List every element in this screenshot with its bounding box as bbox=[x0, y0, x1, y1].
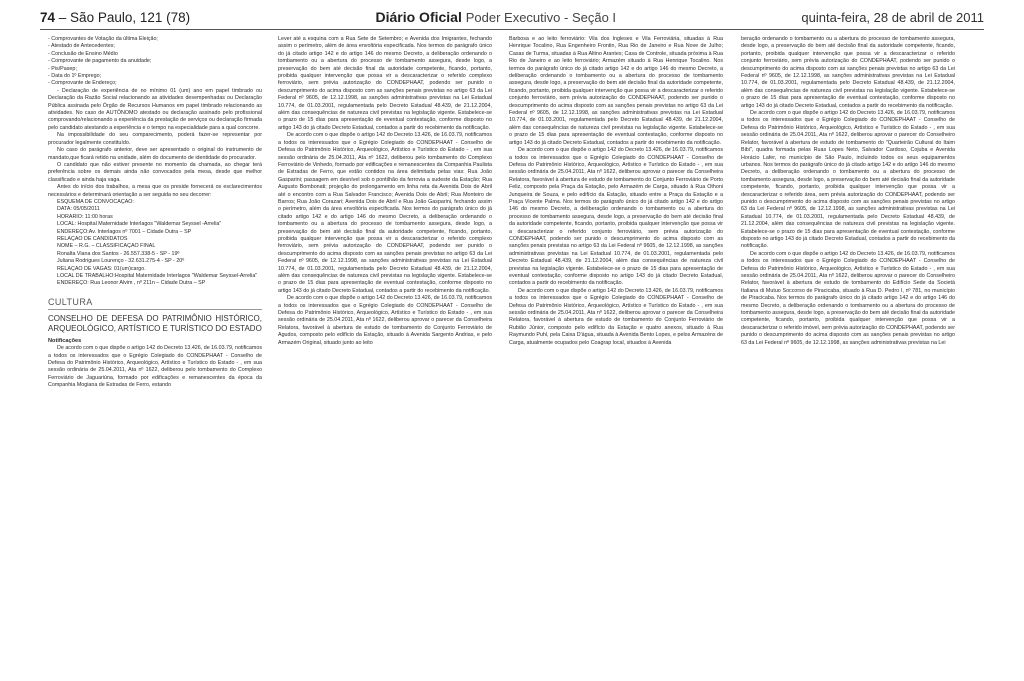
paragraph: De acordo com o que dispõe o artigo 142 do Decreto 13.426, de 16.03.79, notificamos a todos os interessados que o Egrégio Colegiado do CONDEPHAAT - Conselho de Defesa do Patrimônio Histórico, Arqueológico, Artístico e Turístico do Estado - , em sua sessão ordinária de 25.04.2011, Ata nº 1622, deliberou aprovar o parecer do Conselheiro Relator, favorável à abertura de estudo de tombamento do Edifício Sede da Società Italiana di Mutuo Soccorso de Piracicaba, situado à Rua D. Pedro I, nº 781, no município de Piracicaba. Nos termos do parágrafo único do já citado artigo 142 e do artigo 146 do mesmo Decreto, a deliberação ordenando o tombamento ou a abertura do processo de tombamento assegura, desde logo, a preservação do bem até decisão final da autoridade competente, ficando, portanto, proibida qualquer intervenção que possa vir a descaracterizar o referido imóvel, sem prévia autorização do CONDEPHAAT, podendo ser punido o descumprimento do acima disposto com as sanções penais previstas no artigo 63 da Lei Federal nº 9605, de 12.12.1998, as sanções administrativas previstas na Lei bbox=[741, 250, 955, 346]
list-item: - Data do 1º Emprego; bbox=[48, 73, 102, 80]
schedule-line: ESQUEMA DE CONVOCAÇÃO: bbox=[57, 198, 134, 205]
masthead-section: Poder Executivo - Seção I bbox=[465, 10, 617, 25]
schedule-line: RELAÇÃO DE CANDIDATOS bbox=[57, 235, 128, 242]
paragraph: De acordo com o que dispõe o artigo 142 do Decreto 13.426, de 16.03.79, notificamos a todos os interessados que o Egrégio Colegiado do CONDEPHAAT - Conselho de Defesa do Patrimônio Histórico, Arqueológico, Artístico e Turístico do Estado - , em sua sessão ordinária de 25.04.2011, Ata nº 1622, deliberou pelo tombamento do Complexo Ferroviário de Vinhedo, formado por edificações e remanescentes da Companhia Paulista de Estradas de Ferro, que estão contidos na área delimitada pelas vias: Rua João Gasparini; passagem em desnível sob o pontilhão da ferrovia a sudeste da Estação; Rua Augusto Bombonati; projeção do prolongamento em linha reta da Avenida Dois de Abril até o encontro com a Rua Salvador Francisco; Avenida Dois de Abril; Rua Monteiro de Barros; Rua João Corazari; Avenida Dois de Abril e Rua João Gasparini, fechando assim o perímetro, além da área envoltória especificada. Nos termos do parágrafo único do já citado artigo 142 e do artigo 146 do mesmo Decreto, a deliberação ordenando o tombamento ou a abertura do processo de tombamento assegura, desde logo, a preservação do bem até decisão final da autoridade competente, ficando, portanto, proibida qualquer intervenção que possa vir a descaracterizar o referido complexo ferroviário, sem prévia autorização do CONDEPHAAT, podendo ser punido o descumprimento do acima disposto com as sanções penais previstas no artigo 63 da Lei Federal nº 9605, de 12.12.1998, as sanções administrativas previstas na Lei Estadual 10.774, de 01.03.2001, regulamentada pelo Decreto Estadual 48.439, de 21.12.2004, além das consequências de natureza civil previstas na legislação vigente. Estabelece-se o prazo de 15 dias para apresentação de eventual contestação, conforme disposto no artigo 143 do já citado Decreto Estadual, contados a partir do recebimento da notificação. bbox=[278, 132, 492, 294]
document-list bbox=[48, 36, 262, 88]
organization-heading: CONSELHO DE DEFESA DO PATRIMÔNIO HISTÓRICO, ARQUEOLÓGICO, ARTÍSTICO E TURÍSTICO DO ESTADO bbox=[48, 313, 262, 333]
header-rule bbox=[40, 29, 984, 30]
paragraph: No caso do parágrafo anterior, deve ser apresentado o original do instrumento de mandato,que ficará retido na unidade, além do documento de identidade do procurador. bbox=[48, 147, 262, 161]
column-2 bbox=[278, 36, 492, 681]
schedule-line: Ronalta Viana dos Santos - 26.557.338-5 - SP - 19º bbox=[57, 250, 180, 257]
paragraph: Antes do início dos trabalhos, a mesa que os preside fornecerá os esclarecimentos necessários e determinará orientação a ser seguida no seu decorrer: bbox=[48, 184, 262, 198]
masthead bbox=[375, 9, 616, 25]
schedule-line: Juliana Rodrigues Lourenço - 32.631.275-4 - SP - 20º bbox=[57, 258, 185, 265]
paragraph: Na impossibilidade do seu comparecimento, poderá fazer-se representar por procurador legalmente constituído. bbox=[48, 132, 262, 146]
page-header bbox=[40, 6, 984, 28]
page-number: 74 bbox=[40, 9, 56, 25]
paragraph: Barbosa e ao leito ferroviário: Vila dos Ingleses e Vila Ferroviária, situadas à Rua Henrique Tocalino, Rua Engenheiro Frontin, Rua Rio de Janeiro e Rua Nove de Julho; Casas de Turma, situadas à Rua Altino Arantes; Casa de Controle, situada próxima à Rua Rio de Janeiro e ao leito ferroviário; Armazém situado à Rua Henrique Tocalino. Nos termos do parágrafo único do já citado artigo 142 e do artigo 146 do mesmo Decreto, a deliberação ordenando o tombamento ou a abertura do processo de tombamento assegura, desde logo, a preservação do bem até decisão final da autoridade competente, ficando, portanto, proibida qualquer intervenção que possa vir a descaracterizar o referido conjunto ferroviário, sem prévia autorização do CONDEPHAAT, podendo ser punido o descumprimento do acima disposto com as sanções penais previstas no artigo 63 da Lei Federal nº 9605, de 12.12.1998, as sanções administrativas previstas na Lei Estadual 10.774, de 01.03.2001, regulamentada pelo Decreto Estadual 48.439, de 21.12.2004, além das consequências de natureza civil previstas na legislação vigente. Estabelece-se o prazo de 15 dias para apresentação de eventual contestação, conforme disposto no artigo 143 do já citado Decreto Estadual, contados a partir do recebimento da notificação. bbox=[509, 36, 723, 146]
column-3 bbox=[509, 36, 723, 681]
list-item: - Comprovante de pagamento da anuidade; bbox=[48, 58, 152, 65]
paragraph: De acordo com o que dispõe o artigo 142 do Decreto 13.426, de 16.03.79, notificamos a todos os interessados que o Egrégio Colegiado do CONDEPHAAT - Conselho de Defesa do Patrimônio Histórico, Arqueológico, Artístico e Turístico do Estado - , em sua sessão ordinária de 25.04.2011, Ata nº 1622, deliberou aprovar o parecer da Conselheira Relatora, favorável à abertura de estudo de tombamento do Conjunto Ferroviário de Porto Feliz, composto pela Praça da Estação, pelo Armazém de Carga, situado à Rua Othoni Junqueira de Souza, e pelo edifício da Estação, situado entre a Praça da Estação e a Praça Vicente Palma. Nos termos do parágrafo único do já citado artigo 142 e do artigo 146 do mesmo Decreto, a deliberação ordenando o tombamento ou a abertura do processo de tombamento assegura, desde logo, a preservação do bem até decisão final da autoridade competente, ficando, portanto, proibida qualquer intervenção que possa vir a descaracterizar o referido conjunto ferroviário, sem prévia autorização do CONDEPHAAT, podendo ser punido o descumprimento do acima disposto com as sanções penais previstas no artigo 63 da Lei Federal nº 9605, de 12.12.1998, as sanções administrativas previstas na Lei Estadual 10.774, de 01.03.2001, regulamentada pelo Decreto Estadual 48.439, de 21.12.2004, além das consequências de natureza civil previstas na legislação vigente. Estabelece-se o prazo de 15 dias para apresentação de eventual contestação, conforme disposto no artigo 143 do já citado Decreto Estadual, contados a partir do recebimento da notificação. bbox=[509, 147, 723, 287]
schedule-line: HORÁRIO: 11:00 horas bbox=[57, 213, 113, 220]
paragraph: beração ordenando o tombamento ou a abertura do processo de tombamento assegura, desde logo, a preservação do bem até decisão final da autoridade competente, ficando, portanto, proibida qualquer intervenção que possa vir a descaracterizar o referido conjunto ferroviário, sem prévia autorização do CONDEPHAAT, podendo ser punido o descumprimento do acima disposto com as sanções penais previstas no artigo 63 da Lei Federal nº 9605, de 12.12.1998, as sanções administrativas previstas na Lei Estadual 10.774, de 01.03.2001, regulamentada pelo Decreto Estadual 48.439, de 21.12.2004, além das consequências de natureza civil previstas na legislação vigente. Estabelece-se o prazo de 15 dias para apresentação de eventual contestação, conforme disposto no artigo 143 do já citado Decreto Estadual, contados a partir do recebimento da notificação. bbox=[741, 36, 955, 109]
list-item: - Pis/Pasep; bbox=[48, 65, 77, 72]
schedule-line: ENDEREÇO: Rua Leonor Alvim , nº 211n – Cidade Dutra – SP bbox=[57, 280, 206, 287]
paragraph: De acordo com o que dispõe o artigo 142 do Decreto 13.426, de 16.03.79, notificamos a todos os interessados que o Egrégio Colegiado do CONDEPHAAT - Conselho de Defesa do Patrimônio Histórico, Arqueológico, Artístico e Turístico do Estado - , em sua sessão ordinária de 25.04.2011, Ata nº 1622, deliberou aprovar o parecer da Conselheira Relatora, favorável à abertura de estudo de tombamento do Conjunto Ferroviário de Agudos, composto pelo edifício da Estação, situado à Avenida Sargento Andrias, e pelo Armazém Original, situado junto ao leito bbox=[278, 295, 492, 346]
list-item: - Conclusão de Ensino Médio bbox=[48, 50, 118, 57]
list-item: - Comprovantes de Votação da última Eleição; bbox=[48, 36, 158, 42]
paragraph: Lever até a esquina com a Rua Sete de Setembro; e Avenida dos Imigrantes, fechando assim o perímetro, além de área envoltória especificada. Nos termos do parágrafo único do já citado artigo 142 e do artigo 146 do mesmo Decreto, a deliberação ordenando o tombamento ou a abertura do processo de tombamento assegura, desde logo, a preservação do bem até decisão final da autoridade competente, ficando, portanto, proibida qualquer intervenção que possa vir a descaracterizar o referido complexo ferroviário, sem prévia autorização do CONDEPHAAT, podendo ser punido o descumprimento do acima disposto com as sanções penais previstas no artigo 63 da Lei Federal nº 9605, de 12.12.1998, as sanções administrativas previstas na Lei Estadual 10.774, de 01.03.2001, regulamentada pelo Decreto Estadual 48.439, de 21.12.2004, além das consequências de natureza civil previstas na legislação vigente. Estabelece-se o prazo de 15 dias para apresentação de eventual contestação, conforme disposto no artigo 143 do já citado Decreto Estadual, contados a partir do recebimento da notificação. bbox=[278, 36, 492, 131]
schedule-line: NOME – R.G. – CLASSIFICAÇÃO FINAL bbox=[57, 243, 156, 250]
schedule-line: RELAÇÃO DE VAGAS: 01(um)cargo. bbox=[57, 265, 146, 272]
page-date: quinta-feira, 28 de abril de 2011 bbox=[801, 9, 984, 25]
paragraph: De acordo com o que dispõe o artigo 142 do Decreto 13.426, de 16.03.79, notificamos a todos os interessados que o Egrégio Colegiado do CONDEPHAAT - Conselho de Defesa do Patrimônio Histórico, Arqueológico, Artístico e Turístico do Estado - , em sua sessão ordinária de 25.04.2011, Ata nº 1622, deliberou pelo tombamento do Complexo Ferroviário de Jaguariúna, formado por edificações e remanescentes da época da Companhia Mogiana de Estradas de Ferro, estando bbox=[48, 345, 262, 389]
paragraph: - Declaração de experiência de no mínimo 01 (um) ano em papel timbrado ou Declaração da Razão Social relacionando as atividades desempenhadas ou Declaração Pública assinada pelo Órgão de Recursos Humanos em papel timbrado relacionando as atividades. No caso de AUTÔNOMO atestado ou declaração assinado pelo profissional comprovando/relacionando a experiência da prestação de serviços ou declaração firmada pelo candidato atestando a experiência e o tempo na especialidade para a qual concorre. bbox=[48, 87, 262, 131]
subheading: Notificações bbox=[48, 337, 82, 344]
convocation-schedule bbox=[48, 199, 262, 288]
section-heading: CULTURA bbox=[48, 296, 262, 310]
column-4 bbox=[741, 36, 955, 681]
page-location: – São Paulo, 121 (78) bbox=[58, 9, 191, 25]
schedule-line: DATA: 05/05/2011 bbox=[57, 206, 100, 213]
schedule-line: LOCAL DE TRABALHO:Hospital Maternidade Interlagos "Waldemar Seyssel-Arrelia" bbox=[57, 273, 258, 279]
page-number-label bbox=[40, 10, 190, 25]
list-item: - Atestado de Antecedentes; bbox=[48, 43, 115, 50]
paragraph: De acordo com o que dispõe o artigo 142 do Decreto 13.426, de 16.03.79, notificamos a todos os interessados que o Egrégio Colegiado do CONDEPHAAT - Conselho de Defesa do Patrimônio Histórico, Arqueológico, Artístico e Turístico do Estado - , em sua sessão ordinária de 25.04.2011, Ata nº 1622, deliberou aprovar o parecer da Conselheira Relatora, favorável à abertura de estudo de tombamento do Conjunto Ferroviário de Rubião Júnior, composto pelo edifício da Estação e quatro anexos, situado à Rua Raymundo Puhl, pela Caixa D'água, situada à Avenida Bento Lopes, e pelos Armazéns de Carga, atualmente ocupados pelo Coagrap local, situados à Avenida bbox=[509, 287, 723, 346]
list-item: - Comprovante de Endereço; bbox=[48, 80, 117, 87]
column-1 bbox=[48, 36, 262, 681]
masthead-title: Diário Oficial bbox=[375, 9, 462, 25]
schedule-line: LOCAL: Hospital Maternidade Interlagos "Waldemar Seyssel -Arrelia" bbox=[57, 221, 222, 228]
paragraph: De acordo com o que dispõe o artigo 142 do Decreto 13.426, de 16.03.79, notificamos a todos os interessados que o Egrégio Colegiado do CONDEPHAAT - Conselho de Defesa do Patrimônio Histórico, Arqueológico, Artístico e Turístico do Estado - , em sua sessão ordinária de 25.04.2011, Ata nº 1622, deliberou aprovar o parecer do Conselheiro Relator, favorável à abertura de estudo de tombamento do "Quarteirão Cultural do Itaim Bibi", quadra formada pelas Ruas Lopes Neto, Salvador Cardoso, Cojuba e Avenida Horácio Lafer, no município de São Paulo, incluindo todos os seus equipamentos urbanos. Nos termos do parágrafo único do já citado artigo 142 e do artigo 146 do mesmo Decreto, a deliberação ordenando o tombamento ou a abertura do processo de tombamento assegura, desde logo, a preservação do bem até decisão final da autoridade competente, ficando, portanto, proibida qualquer intervenção que possa vir a descaracterizar o referido área, sem prévia autorização do CONDEPHAAT, podendo ser punido o descumprimento do acima disposto com as sanções penais previstas no artigo 63 da Lei Federal nº 9605, de 12.12.1998, as sanções administrativas previstas na Lei Estadual 10.774, de 01.03.2001, regulamentada pelo Decreto Estadual 48.439, de 21.12.2004, além das consequências de natureza civil previstas na legislação vigente. Estabelece-se o prazo de 15 dias para apresentação de eventual contestação, conforme disposto no artigo 143 do já citado Decreto Estadual, contados a partir do recebimento da notificação. bbox=[741, 110, 955, 250]
paragraph: O candidato que não estiver presente no momento da chamada, ao chegar terá preferência sobre os demais ainda não convocados pela mesa, desde que melhor classificado e ainda haja vaga. bbox=[48, 161, 262, 183]
schedule-line: ENDEREÇO:Av. Interlagos nº 7001 – Cidade Dutra – SP bbox=[57, 228, 192, 235]
